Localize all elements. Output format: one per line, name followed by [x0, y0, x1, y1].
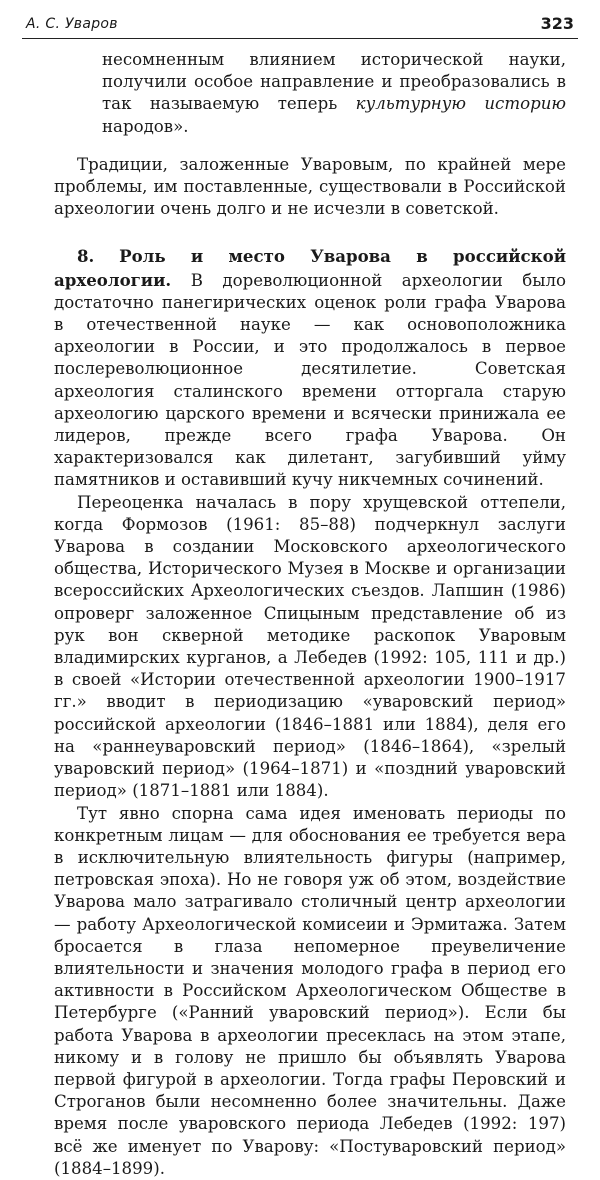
spacer	[54, 220, 566, 245]
section-8-paragraph-3: Тут явно спорна сама идея именовать периоды по конкретным лицам — для обоснования ее требуется вера в исключительную влиятельность фигуры (например, петровская эпоха). Но не говоря уж об этом, воздействие Уварова мало затрагивало столичный центр археологии — работу Археологической комисеии и Эрмитажа. Затем бросается в глаза непомерное преувеличение влиятельности и значения молодого графа в период его активности в Российском Археологическом Обществе в Петербурге («Ранний уваровский период»). Если бы работа Уварова в археологии пресеклась на этом этапе, никому и в голову не пришло бы объявлять Уварова первой фигурой в археологии. Тогда графы Перовский и Строганов были несомненно более значительны. Даже время после уваровского периода Лебедев (1992: 197) всё же именует по Уварову: «Постуваровский период» (1884–1899).	[54, 803, 566, 1178]
section-8-paragraph-1	[54, 245, 566, 491]
quote-italic-term: культурную историю	[355, 94, 566, 114]
block-quote	[102, 49, 566, 138]
section-title: Роль и место Уварова в российской археологии.	[54, 246, 567, 290]
spacer	[54, 138, 566, 154]
section-text: В дореволюционной археологии было достаточно панегирических оценок роли графа Уварова в отечественной науке — как основоположника археологии в России, и это продолжалось в первое послереволюционное десятилетие. Советская археология сталинского времени отторгала старую археологию царского времени и всячески принижала ее лидеров, прежде всего графа Уварова. Он характеризовался как дилетант, загубивший уйму памятников и оставивший кучу никчемных сочинений.	[54, 270, 566, 490]
section-number: 8.	[77, 246, 95, 267]
section-8-paragraph-2: Переоценка началась в пору хрущевской оттепели, когда Формозов (1961: 85–88) подчеркнул заслуги Уварова в создании Московского археологического общества, Исторического Музея в Москве и организации всероссийских Археологических съездов. Лапшин (1986) опроверг заложенное Спицыным представление об из рук вон скверной методике раскопок Уваровым владимирских курганов, а Лебедев (1992: 105, 111 и др.) в своей «Истории отечественной археологии 1900–1917 гг.» вводит в периодизацию «уваровский период» российской археологии (1846–1881 или 1884), деля его на «раннеуваровский период» (1846–1864), «зрелый уваровский период» (1964–1871) и «поздний уваровский период» (1871–1881 или 1884).	[54, 492, 566, 801]
running-head-author: А. С. Уваров	[26, 16, 118, 32]
paragraph-traditions: Традиции, заложенные Уваровым, по крайней мере проблемы, им поставленные, существовали в Российской археологии очень долго и не исчезли в советской.	[54, 154, 566, 219]
page-body	[54, 49, 566, 1180]
running-header	[22, 14, 578, 39]
quote-text: несомненным влиянием исторической науки, получили особое направление и преобразовались в так называемую теперь	[102, 50, 566, 114]
page-number: 323	[540, 14, 574, 33]
quote-text-end: народов».	[102, 116, 189, 136]
